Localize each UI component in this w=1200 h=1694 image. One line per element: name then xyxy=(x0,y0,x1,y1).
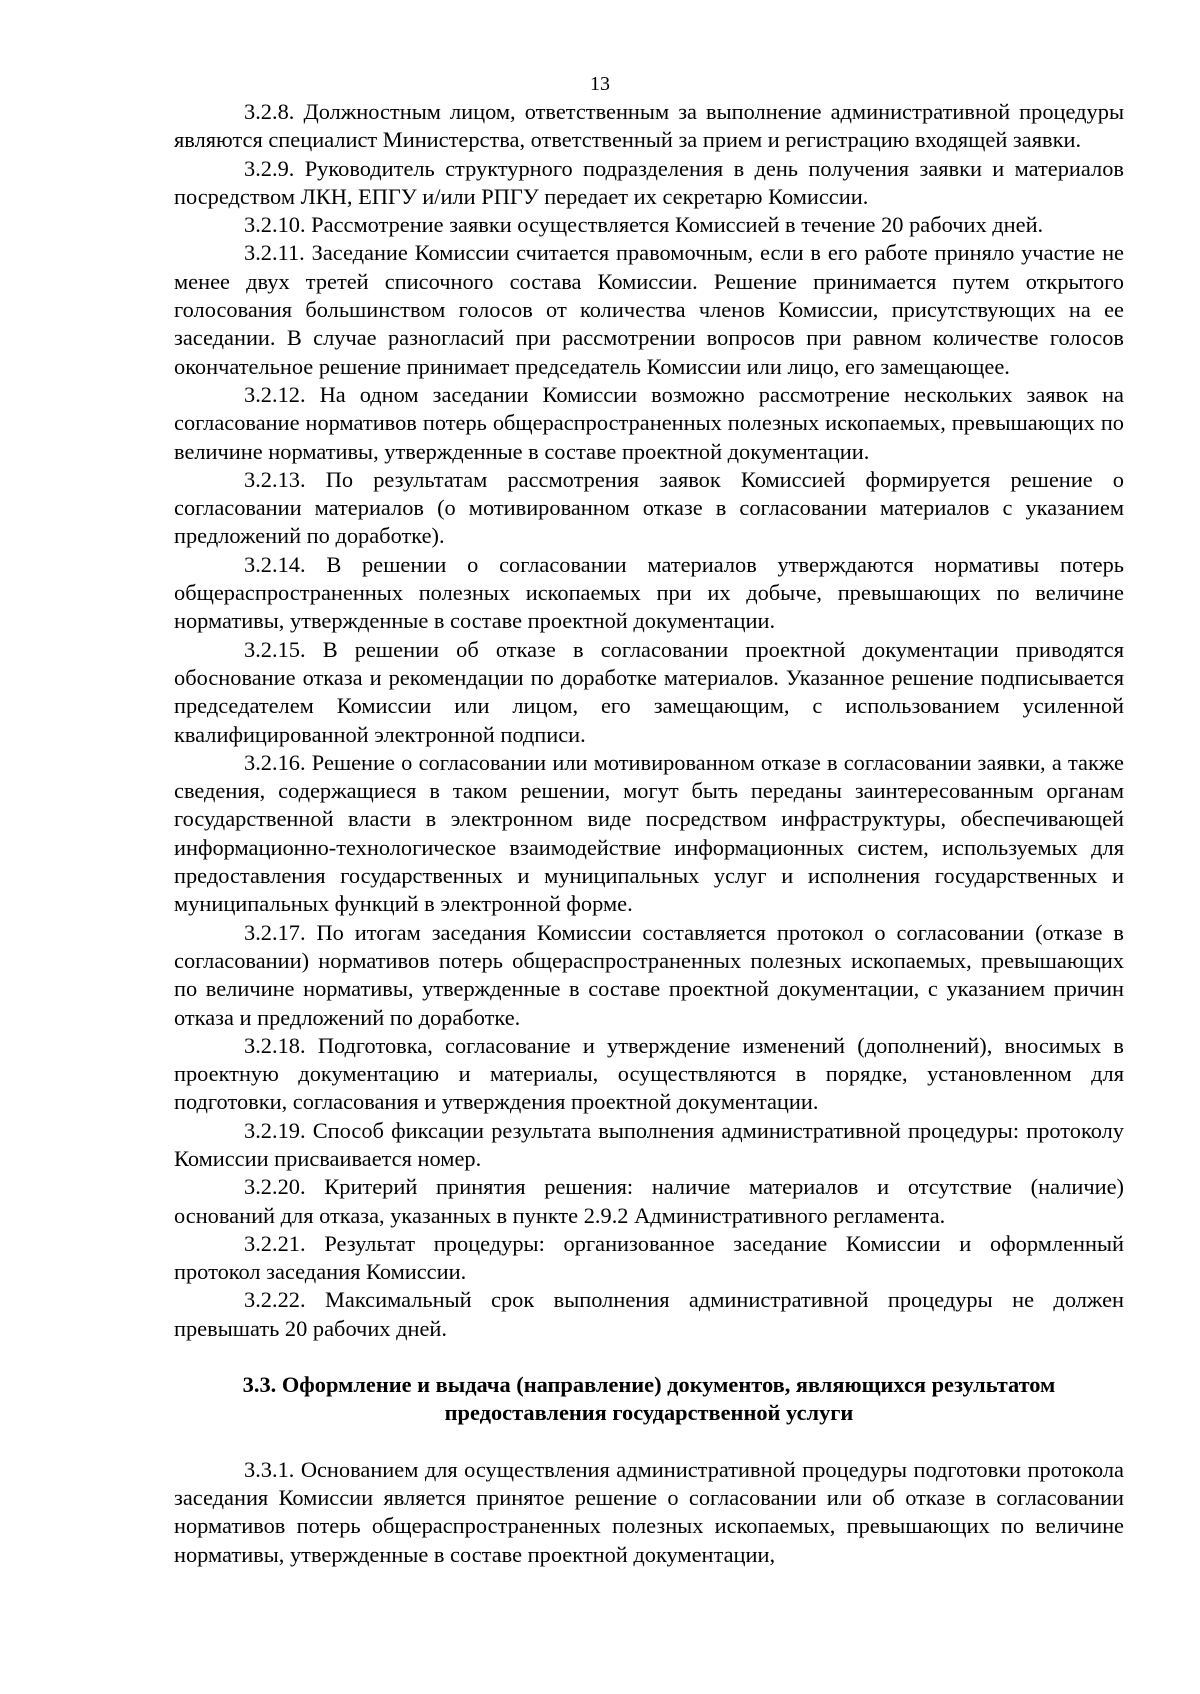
paragraph-3-2-9: 3.2.9. Руководитель структурного подразделения в день получения заявки и материалов посредством ЛКН, ЕПГУ и/или РПГУ передает их секретарю Комиссии. xyxy=(174,155,1124,209)
paragraph-3-2-11: 3.2.11. Заседание Комиссии считается правомочным, если в его работе приняло участие не менее двух третей списочного состава Комиссии. Решение принимается путем открытого голосования большинством голосов от количества членов Комиссии, присутствующих на ее заседании. В случае разногласий при рассмотрении вопросов при равном количестве голосов окончательное решение принимает председатель Комиссии или лицо, его замещающее. xyxy=(174,240,1124,379)
paragraph-3-2-16: 3.2.16. Решение о согласовании или мотивированном отказе в согласовании заявки, а также сведения, содержащиеся в таком решении, могут быть переданы заинтересованным органам государственной власти в электронном виде посредством инфраструктуры, обеспечивающей информационно-технологическое взаимодействие информационных систем, используемых для предоставления государственных и муниципальных услуг и исполнения государственных и муниципальных функций в электронной форме. xyxy=(174,749,1124,917)
paragraph-3-2-21: 3.2.21. Результат процедуры: организованное заседание Комиссии и оформленный протокол заседания Комиссии. xyxy=(174,1230,1124,1285)
paragraph-3-2-12: 3.2.12. На одном заседании Комиссии возможно рассмотрение нескольких заявок на согласование нормативов потерь общераспространенных полезных ископаемых, превышающих по величине нормативы, утвержденные в составе проектной документации. xyxy=(174,381,1124,464)
paragraph-3-2-14: 3.2.14. В решении о согласовании материалов утверждаются нормативы потерь общераспространенных полезных ископаемых при их добыче, превышающих по величине нормативы, утвержденные в составе проектной документации. xyxy=(174,551,1124,634)
paragraph-3-2-22: 3.2.22. Максимальный срок выполнения административной процедуры не должен превышать 20 рабочих дней. xyxy=(174,1287,1124,1341)
section-heading-3-3 xyxy=(174,1371,1124,1428)
page-number: 13 xyxy=(590,73,610,95)
paragraph-3-2-17: 3.2.17. По итогам заседания Комиссии составляется протокол о согласовании (отказе в согласовании) нормативов потерь общераспространенных полезных ископаемых, превышающих по величине нормативы, утвержденные в составе проектной документации, с указанием причин отказа и предложений по доработке. xyxy=(174,919,1124,1030)
paragraph-3-3-1: 3.3.1. Основанием для осуществления административной процедуры подготовки протокола заседания Комиссии является принятое решение о согласовании или об отказе в согласовании нормативов потерь общераспространенных полезных ископаемых, превышающих по величине нормативы, утвержденные в составе проектной документации, xyxy=(174,1456,1124,1567)
paragraph-3-2-10: 3.2.10. Рассмотрение заявки осуществляется Комиссией в течение 20 рабочих дней. xyxy=(244,212,1044,238)
paragraph-3-2-20: 3.2.20. Критерий принятия решения: наличие материалов и отсутствие (наличие) оснований для отказа, указанных в пункте 2.9.2 Административного регламента. xyxy=(174,1174,1124,1228)
paragraph-3-2-19: 3.2.19. Способ фиксации результата выполнения административной процедуры: протоколу Комиссии присваивается номер. xyxy=(174,1117,1124,1171)
document-body xyxy=(174,98,1124,1569)
section-heading-line-2: предоставления государственной услуги xyxy=(444,1400,854,1426)
paragraph-3-2-15: 3.2.15. В решении об отказе в согласовании проектной документации приводятся обоснование отказа и рекомендации по доработке материалов. Указанное решение подписывается председателем Комиссии или лицом, его замещающим, с использованием усиленной квалифицированной электронной подписи. xyxy=(174,636,1124,747)
section-heading-line-1: 3.3. Оформление и выдача (направление) документов, являющихся результатом xyxy=(242,1372,1056,1398)
paragraph-3-2-8: 3.2.8. Должностным лицом, ответственным за выполнение административной процедуры являются специалист Министерства, ответственный за прием и регистрацию входящей заявки. xyxy=(174,99,1124,153)
paragraph-3-2-13: 3.2.13. По результатам рассмотрения заявок Комиссией формируется решение о согласовании материалов (о мотивированном отказе в согласовании материалов с указанием предложений по доработке). xyxy=(174,466,1124,549)
paragraph-3-2-18: 3.2.18. Подготовка, согласование и утверждение изменений (дополнений), вносимых в проектную документацию и материалы, осуществляются в порядке, установленном для подготовки, согласования и утверждения проектной документации. xyxy=(174,1032,1124,1115)
